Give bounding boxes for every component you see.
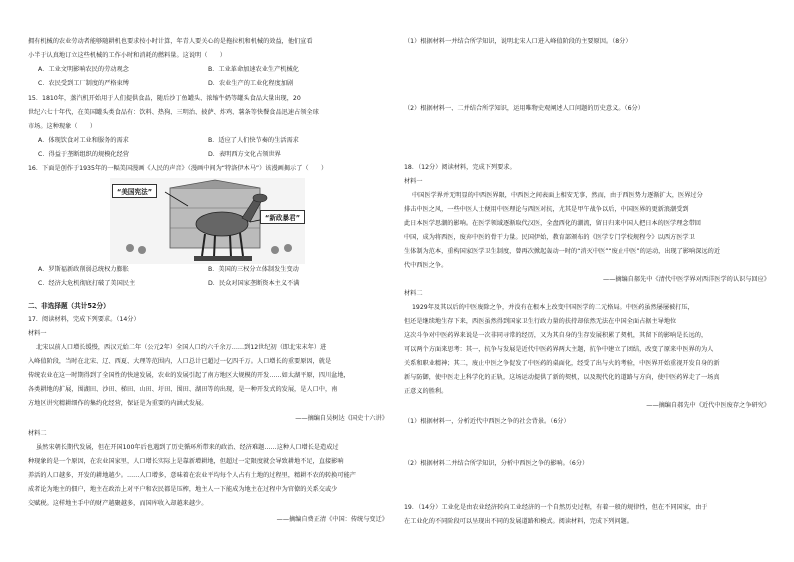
- material-line: 交赋税。这样地主手中的财产越聚越多，而国库收入却越来越少。: [28, 500, 208, 507]
- q14-option-a[interactable]: A．工业文明影响农民的劳动观念: [38, 66, 129, 73]
- material-line: 入峰值阶段，当时在北宋、辽、西夏、大理等范围内，人口总计已超过一亿四千万。人口增长的重要原因，就是: [28, 358, 332, 365]
- material-title: 材料二: [28, 430, 47, 437]
- q17-part2: （2）根据材料一、二并结合所学知识，运用唯物史观阐述人口问题的历史意义。（6分）: [404, 105, 644, 112]
- intro-line: 小半于认真地订立这些机械的工作小时和消耗的燃料量。这说明（ ）: [28, 52, 226, 59]
- material-title: 材料一: [28, 330, 47, 337]
- material-source: ——摘编自郝先中《近代中医废存之争研究》: [646, 402, 770, 409]
- material-line: 方地区讲究精耕细作的集约化经营，保证是为重要的内涵式发展。: [28, 400, 208, 407]
- q14-option-c[interactable]: C．农民受到工厂制度的严格束缚: [38, 80, 129, 87]
- q15-option-c[interactable]: C．得益于垄断组织的规模化经营: [38, 151, 129, 158]
- material-line: 排击中医之风，一些中医人士便用中医理论与西医对抗，尤其是甲午战争以后，中国医界的更新浪潮受到: [404, 206, 689, 213]
- q17-part1: （1）根据材料一并结合所学知识，说明北宋人口进入峰值阶段的主要原因。（8分）: [404, 38, 632, 45]
- material-line: 北宋以前人口增长缓慢，西汉元始二年（公元2年）全国人口约六千余万……到12世纪初（即北宋末年）进: [36, 344, 327, 351]
- material-line: 新与防御，使中医走上科学化的正轨，这场运动提供了新的契机，以及现代化的道路与方向，使中医药界走了一场真: [404, 374, 720, 381]
- material-line: 养活的人口越多，开发的耕地越少。……人口增多，意味着在农业平均每个人占有土地的过程里，精耕不农的转换可能产: [28, 472, 356, 479]
- q16-option-b[interactable]: B．美国的三权分立体制发生变动: [208, 266, 299, 273]
- material-line: 传统农业在这一时期得到了全国性的快速发展，农业的发展引起了南方地区大规模的开发……如太湖平原，四川盆地，: [28, 372, 350, 379]
- q16-question: 16．下面是创作于1935年的一幅美国漫画《人民的声音》（漫画中间为“特洛伊木马”）该漫画揭示了（ ）: [28, 165, 328, 172]
- material-line: 成者论为地主的佃户，地主在政治上对平户和农民都是压榨，地主人一下能成为地主在过程中为官僚的关系交或少: [28, 486, 338, 493]
- material-source: ——摘编自费正清《中国：传统与变迁》: [276, 516, 388, 523]
- intro-line: 拥有机械的农业劳动者能够随耕机也要求按小时计算，年青人要关心的是拖拉机和机械的效益，他们宣看: [28, 38, 313, 45]
- material-title: 材料二: [404, 290, 423, 297]
- q15-line: 世纪六七十年代，在美国罐头类食品有：饮料、热狗、三明治、披萨、炸鸡、薯条等快餐食品迅速占领全球: [28, 109, 319, 116]
- material-line: 1929年及其以后的中医废除之争，并没有在根本上改变中国医学的二元格局。中医药虽然屡屡被打压，: [412, 304, 694, 311]
- q14-option-d[interactable]: D．农业生产的工业化程度加剧: [208, 80, 294, 87]
- material-line: 虽然宋朝长期代发展，但在开国100年后也遇到了历史循环所带来的政治、经济难题……这种人口增长是造成过: [36, 444, 339, 451]
- q15-line: 市场。这种现象（ ）: [28, 123, 97, 130]
- q15-option-a[interactable]: A．体现饮食对工业和服务的需求: [38, 137, 129, 144]
- q14-option-b[interactable]: B．工业革命加速农业生产机械化: [208, 66, 299, 73]
- material-title: 材料一: [404, 178, 423, 185]
- material-line: 可以两个方面来思考：其一，抗争与发展是近代中医药界两大主题，抗争中建立了团结，改变了原来中医界的为人: [404, 346, 714, 353]
- material-line: 这次斗争对中医药界来说是一次非同寻常的经历，又为其自身的生存发展积累了契机，其留下的影响是长远的，: [404, 332, 708, 339]
- material-line: 此日本医学思潮的影响。在医学领域逐渐取代汉医，全盘西化的潮流，留日归来中国人把日本的医学理念带回: [404, 220, 701, 227]
- material-line: 但还是继续地生存下来，西医虽然得到国家卫生行政力量的扶持却依然无法在中国全面占据主导地位: [404, 318, 677, 325]
- label-constitution: “美国宪法”: [112, 184, 157, 198]
- q15-option-b[interactable]: B．适应了人们快节奏的生活需求: [208, 137, 299, 144]
- q17-heading: 17．阅读材料，完成下列要求。（14分）: [28, 316, 140, 323]
- q18-part2: （2）根据材料二并结合所学知识，分析中西医之争的影响。（6分）: [404, 460, 589, 467]
- q16-option-a[interactable]: A．罗斯福新政削弱总统权力膨胀: [38, 266, 129, 273]
- material-line: 中国医学界并无明显的中西医界限，中西医之间表面上相安无事，然而，由于西医势力逐渐扩大，医界过分: [412, 192, 703, 199]
- q18-part1: （1）根据材料一，分析近代中西医之争的社会背景。（6分）: [404, 418, 570, 425]
- right-column: [404, 0, 770, 562]
- material-line: 种现象的是一个原因，在农业国家里，人口增长实际上是靠新增耕地，但超过一定限度就会导致耕地不足，直接影响: [28, 458, 344, 465]
- q15-option-d[interactable]: D．表明西方文化占领世界: [208, 151, 281, 158]
- q15-line: 15．1810年，蒸汽机开始用于人们提供食品，随后沙丁鱼罐头、浓缩牛奶等罐头食品大量出现，20: [28, 95, 301, 102]
- q18-heading: 18．（12分）阅读材料，完成下列要求。: [404, 164, 516, 171]
- q19-line: 在工业化的不同阶段可以呈现出不同的发展道路和模式。阅读材料，完成下列问题。: [404, 518, 633, 525]
- trojan-horse-cartoon: [110, 178, 305, 264]
- material-line: 代中西医之争。: [404, 262, 448, 269]
- q16-option-d[interactable]: D．民众对国家垄断资本主义不满: [208, 280, 300, 287]
- material-source: ——摘编自吴树达《国史十六讲》: [295, 415, 388, 422]
- section-heading: 二、非选择题（共计52分）: [28, 302, 110, 310]
- left-column: [28, 0, 388, 562]
- q19-line: 19．（14分）工业化是由农业经济转向工业经济的一个自然历史过程，有着一般的规律性，但在不同国家，由于: [404, 504, 708, 511]
- material-line: 正意义的胜利。: [404, 388, 448, 395]
- material-line: 生体制为范本，重构国家医学卫生制度，曾再次掀起轰动一时的“消灭中医”“废止中医”的运动，出现了影响深远的近: [404, 248, 721, 255]
- q16-option-c[interactable]: C．经济大危机彻底打破了美国民主: [38, 280, 136, 287]
- material-line: 关系和职业精神；其二，废止中医之争促发了中医药的桌面化，经受了出与火的考验，中医界开始重视开发自身的新: [404, 360, 720, 367]
- label-new-deal: “新政暴君”: [260, 210, 305, 224]
- material-line: 中国，成为将西医，废弃中医的骨干力量。民国伊始，教育部颁布的《医学专门学校规程令》以西方医学卫: [404, 234, 695, 241]
- material-line: 各类耕地的扩展，围湖田、沙田、梯田、山田、圩田、围田、湖田等的出现，是一种开发式的发展，是人口中，南: [28, 386, 338, 393]
- material-source: ——摘编自郝先中《清代中医学界对西洋医学的认识与回应》: [602, 276, 770, 283]
